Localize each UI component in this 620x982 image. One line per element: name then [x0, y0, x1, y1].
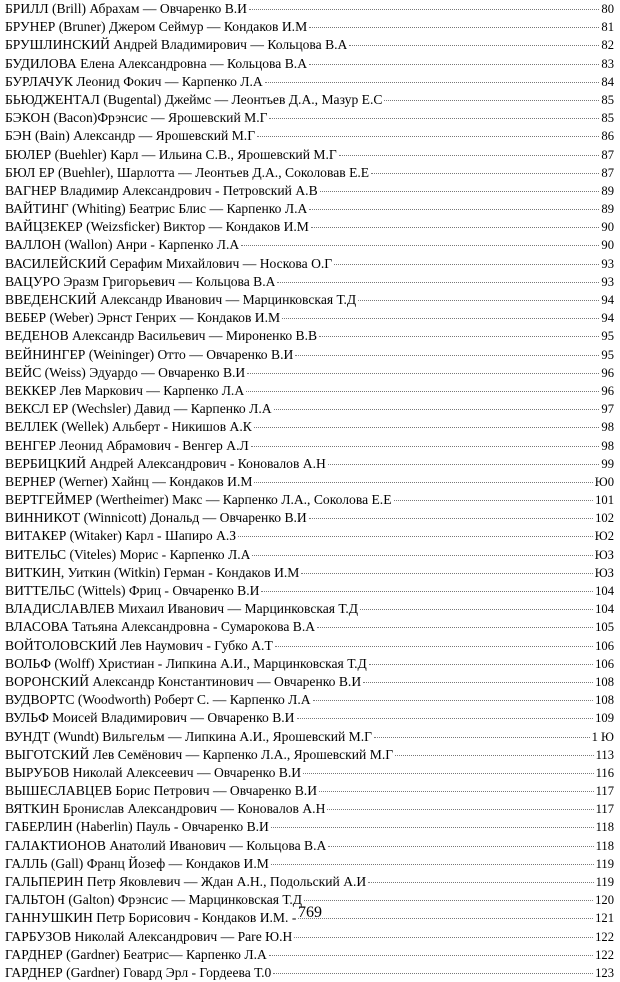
toc-entry [5, 455, 614, 473]
toc-entry [5, 200, 614, 218]
toc-entry [5, 437, 614, 455]
entry-page-number: 85 [601, 111, 614, 126]
dot-leader [269, 955, 593, 956]
entry-title: БРУНЕР (Bruner) Джером Сеймур — Кондаков И.М [5, 19, 308, 35]
dot-leader [252, 555, 592, 556]
entry-page-number: 85 [601, 92, 614, 107]
dot-leader [254, 427, 600, 428]
dot-leader [249, 9, 599, 10]
dot-leader [395, 755, 593, 756]
entry-page-number: 106 [595, 656, 614, 671]
entry-page-number: 102 [595, 511, 614, 526]
dot-leader [241, 245, 599, 246]
dot-leader [309, 209, 599, 210]
entry-page-number: 99 [601, 456, 614, 471]
entry-title: ВАЙТИНГ (Whiting) Беатрис Блис — Карпенко Л.А [5, 201, 308, 217]
entry-page-number: 1 Ю [591, 729, 614, 744]
entry-title: ВОРОНСКИЙ Александр Константинович — Овчаренко В.И [5, 673, 362, 689]
entry-title: БЮЛЕР (Buehler) Карл — Ильина С.В., Ярошевский М.Г [5, 146, 337, 162]
entry-title: ВИТЕЛЬС (Viteles) Морис - Карпенко Л.А [5, 546, 251, 562]
entry-title: БУДИЛОВА Елена Александровна — Кольцова В.А [5, 55, 308, 71]
entry-page-number: 89 [601, 202, 614, 217]
toc-entry [5, 309, 614, 327]
entry-page-number: Ю0 [594, 474, 614, 489]
dot-leader [251, 446, 600, 447]
entry-title: БЮЛ ЕР (Buehler), Шарлотта — Леонтьев Д.А., Соколовав Е.Е [5, 164, 370, 180]
toc-entry [5, 127, 614, 145]
dot-leader [317, 627, 593, 628]
toc-entry [5, 582, 614, 600]
toc-entry [5, 782, 614, 800]
toc-entry [5, 0, 614, 18]
dot-leader [368, 882, 593, 883]
entry-title: ВОЛЬФ (Wolff) Христиан - Липкина А.И., Марцинковская Т.Д [5, 655, 367, 671]
dot-leader [273, 973, 593, 974]
dot-leader [319, 336, 599, 337]
dot-leader [275, 646, 593, 647]
toc-entry [5, 91, 614, 109]
entry-page-number: 105 [595, 620, 614, 635]
entry-title: ВАЙЦЗЕКЕР (Weizsficker) Виктор — Кондаков И.М [5, 219, 309, 235]
toc-entry [5, 291, 614, 309]
entry-page-number: 122 [595, 929, 614, 944]
entry-title: БРИЛЛ (Brill) Абрахам — Овчаренко В.И [5, 1, 247, 16]
toc-entry [5, 728, 614, 746]
dot-leader [349, 45, 599, 46]
entry-title: ГАЛЛЬ (Gall) Франц Йозеф — Кондаков И.М [5, 855, 269, 871]
toc-entry [5, 946, 614, 964]
table-of-contents [5, 0, 614, 982]
entry-title: БРУШЛИНСКИЙ Андрей Владимирович — Кольцова В.А [5, 37, 348, 53]
entry-page-number: 89 [601, 183, 614, 198]
toc-entry [5, 418, 614, 436]
entry-page-number: 122 [595, 947, 614, 962]
entry-title: ВЛАСОВА Татьяна Александровна - Сумарокова В.А [5, 619, 316, 635]
entry-title: ВЫРУБОВ Николай Алексеевич — Овчаренко В.И [5, 764, 302, 780]
dot-leader [309, 27, 599, 28]
entry-page-number: 106 [595, 638, 614, 653]
dot-leader [257, 136, 599, 137]
toc-entry [5, 637, 614, 655]
entry-page-number: 97 [601, 402, 614, 417]
toc-entry [5, 509, 614, 527]
entry-page-number: 83 [601, 56, 614, 71]
entry-title: БЭН (Bain) Александр — Ярошевский М.Г [5, 128, 256, 144]
entry-page-number: 117 [595, 784, 614, 799]
dot-leader [277, 282, 599, 283]
toc-entry [5, 746, 614, 764]
entry-page-number: 101 [595, 493, 614, 508]
dot-leader [328, 846, 593, 847]
toc-entry [5, 346, 614, 364]
toc-entry [5, 873, 614, 891]
entry-title: ВЕНГЕР Леонид Абрамович - Венгер А.Л [5, 437, 249, 453]
entry-page-number: 80 [601, 2, 614, 16]
entry-page-number: 94 [601, 293, 614, 307]
dot-leader [371, 173, 599, 174]
entry-title: ВИННИКОТ (Winnicott) Дональд — Овчаренко В.И [5, 510, 307, 526]
toc-entry [5, 36, 614, 54]
entry-page-number: 113 [595, 747, 614, 762]
dot-leader [271, 864, 594, 865]
entry-title: ВЕККЕР Лев Маркович — Карпенко Л.А [5, 382, 245, 398]
toc-entry [5, 818, 614, 836]
entry-page-number: 98 [601, 420, 614, 435]
entry-page-number: 95 [601, 329, 614, 344]
entry-title: ВВЕДЕНСКИЙ Александр Иванович — Марцинковская Т.Д [5, 292, 357, 307]
entry-title: ВЕРТГЕЙМЕР (Wertheimer) Макс — Карпенко Л.А., Соколова Е.Е [5, 492, 392, 508]
entry-title: ВАЦУРО Эразм Григорьевич — Кольцова В.А [5, 273, 276, 289]
toc-entry [5, 218, 614, 236]
entry-title: ВАСИЛЕЙСКИЙ Серафим Михайлович — Носкова О.Г [5, 255, 333, 271]
entry-page-number: 96 [601, 383, 614, 398]
entry-page-number: ЮЗ [594, 565, 614, 580]
entry-page-number: 82 [601, 38, 614, 53]
entry-title: ГАРДНЕР (Gardner) Беатрис— Карпенко Л.А [5, 946, 267, 962]
entry-title: ВЛАДИСЛАВЛЕВ Михаил Иванович — Марцинковская Т.Д [5, 601, 359, 617]
dot-leader [328, 464, 600, 465]
toc-entry [5, 600, 614, 618]
toc-entry [5, 491, 614, 509]
dot-leader [246, 391, 599, 392]
dot-leader [309, 518, 593, 519]
toc-entry [5, 364, 614, 382]
dot-leader [334, 264, 599, 265]
entry-page-number: 81 [601, 20, 614, 35]
entry-title: ВЕЛЛЕК (Wellek) Альберт - Никишов А.К [5, 419, 252, 435]
entry-page-number: 95 [601, 347, 614, 362]
entry-title: ГАЛЬПЕРИН Петр Яковлевич — Ждан А.Н., Подольский А.И [5, 874, 367, 889]
dot-leader [311, 227, 600, 228]
entry-title: ВИТАКЕР (Witaker) Карл - Шапиро А.З [5, 528, 237, 544]
dot-leader [269, 118, 599, 119]
entry-page-number: 96 [601, 365, 614, 380]
entry-page-number: 116 [595, 765, 614, 780]
dot-leader [238, 536, 593, 537]
entry-title: ВУНДТ (Wundt) Вильгельм — Липкина А.И., Ярошевский М.Г [5, 728, 373, 744]
toc-entry [5, 18, 614, 36]
entry-title: ВАГНЕР Владимир Александрович - Петровский А.В [5, 182, 318, 198]
entry-title: ГАРДНЕР (Gardner) Говард Эрл - Гордеева Т.0 [5, 964, 272, 980]
dot-leader [274, 409, 600, 410]
dot-leader [271, 827, 594, 828]
toc-entry [5, 546, 614, 564]
dot-leader [339, 155, 600, 156]
dot-leader [309, 64, 599, 65]
dot-leader [295, 355, 599, 356]
entry-page-number: 93 [601, 256, 614, 271]
toc-entry [5, 964, 614, 982]
entry-page-number: 120 [595, 893, 614, 908]
entry-title: ВЫШЕСЛАВЦЕВ Борис Петрович — Овчаренко В.И [5, 783, 318, 799]
toc-entry [5, 400, 614, 418]
entry-page-number: 86 [601, 129, 614, 144]
dot-leader [247, 373, 599, 374]
dot-leader [369, 664, 593, 665]
entry-title: ГАЛЬТОН (Galton) Фрэнсис — Марцинковская Т.Д [5, 892, 303, 908]
toc-entry [5, 327, 614, 345]
entry-page-number: 94 [601, 311, 614, 326]
toc-entry [5, 527, 614, 545]
entry-title: ВЕРНЕР (Werner) Хайнц — Кондаков И.М [5, 473, 253, 489]
entry-title: ВЕЙС (Weiss) Эдуардо — Овчаренко В.И [5, 364, 246, 380]
dot-leader [319, 791, 594, 792]
dot-leader [358, 300, 599, 301]
toc-entry [5, 146, 614, 164]
entry-page-number: Ю2 [594, 529, 614, 544]
toc-entry [5, 273, 614, 291]
page-number: 769 [298, 904, 322, 921]
toc-entry [5, 673, 614, 691]
toc-entry [5, 709, 614, 727]
entry-title: ВЯТКИН Бронислав Александрович — Коновалов А.Н [5, 801, 326, 817]
dot-leader [384, 100, 599, 101]
dot-leader [327, 809, 593, 810]
entry-title: ВЕДЕНОВ Александр Васильевич — Мироненко В.В [5, 328, 318, 344]
toc-entry [5, 764, 614, 782]
dot-leader [360, 609, 593, 610]
toc-entry [5, 55, 614, 73]
toc-entry [5, 255, 614, 273]
entry-page-number: 108 [595, 693, 614, 708]
dot-leader [374, 737, 590, 738]
entry-page-number: 108 [595, 674, 614, 689]
toc-entry [5, 109, 614, 127]
toc-entry [5, 655, 614, 673]
entry-page-number: 93 [601, 274, 614, 289]
entry-page-number: 90 [601, 220, 614, 235]
toc-entry [5, 73, 614, 91]
entry-page-number: 118 [595, 820, 614, 835]
entry-title: ВАЛЛОН (Wallon) Анри - Карпенко Л.А [5, 237, 240, 253]
entry-title: БУРЛАЧУК Леонид Фокич — Карпенко Л.А [5, 73, 263, 89]
dot-leader [303, 773, 594, 774]
dot-leader [261, 591, 593, 592]
entry-title: ГАРБУЗОВ Николай Александрович — Pare Ю.Н [5, 928, 293, 944]
toc-entry [5, 164, 614, 182]
toc-entry [5, 236, 614, 254]
entry-page-number: 84 [601, 74, 614, 89]
dot-leader [320, 191, 600, 192]
entry-title: ГАЛАКТИОНОВ Анатолий Иванович — Кольцова В.А [5, 837, 327, 853]
entry-title: ВУЛЬФ Моисей Владимирович — Овчаренко В.И [5, 710, 295, 726]
toc-entry [5, 800, 614, 818]
dot-leader [297, 718, 594, 719]
entry-title: ВУДВОРТС (Woodworth) Роберт С. — Карпенко Л.А [5, 692, 311, 708]
entry-page-number: 119 [595, 875, 614, 889]
toc-entry [5, 837, 614, 855]
dot-leader [254, 482, 592, 483]
entry-title: ВЕКСЛ ЕР (Wechsler) Давид — Карпенко Л.А [5, 401, 272, 417]
entry-title: ВЕЙНИНГЕР (Weininger) Отто — Овчаренко В.И [5, 346, 294, 362]
entry-title: ВЫГОТСКИЙ Лев Семёнович — Карпенко Л.А., Ярошевский М.Г [5, 746, 394, 762]
entry-title: БЭКОН (Васоn)Фрэнсис — Ярошевский М.Г [5, 110, 268, 126]
toc-entry [5, 382, 614, 400]
entry-page-number: 87 [601, 165, 614, 180]
entry-page-number: 123 [595, 965, 614, 980]
toc-entry [5, 691, 614, 709]
entry-page-number: ЮЗ [594, 547, 614, 562]
entry-page-number: 121 [595, 911, 614, 926]
entry-title: ГАННУШКИН Петр Борисович - Кондаков И.М. - [5, 910, 297, 926]
toc-entry [5, 564, 614, 582]
entry-title: ВЕРБИЦКИЙ Андрей Александрович - Коновалов А.Н [5, 455, 326, 471]
entry-title: ВИТТЕЛЬС (Wittels) Фриц - Овчаренко В.И [5, 583, 260, 598]
dot-leader [394, 500, 594, 501]
entry-page-number: 90 [601, 238, 614, 253]
toc-entry [5, 182, 614, 200]
toc-entry [5, 855, 614, 873]
dot-leader [265, 82, 600, 83]
entry-page-number: 118 [595, 838, 614, 853]
entry-page-number: 119 [595, 856, 614, 871]
entry-title: ВОЙТОЛОВСКИЙ Лев Наумович - Губко А.Т [5, 637, 273, 653]
entry-title: ВИТКИН, Уиткин (Witkin) Герман - Кондаков И.М [5, 564, 300, 580]
entry-title: ВЕБЕР (Weber) Эрнст Генрих — Кондаков И.М [5, 310, 281, 326]
toc-entry [5, 618, 614, 636]
dot-leader [363, 682, 593, 683]
dot-leader [282, 318, 599, 319]
dot-leader [313, 700, 593, 701]
dot-leader [304, 900, 593, 901]
entry-page-number: 117 [595, 802, 614, 817]
entry-page-number: 98 [601, 438, 614, 453]
dot-leader [301, 573, 592, 574]
entry-title: ГАБЕРЛИН (Haberlin) Пауль - Овчаренко В.И [5, 819, 269, 835]
entry-page-number: 87 [601, 147, 614, 162]
entry-page-number: 104 [595, 602, 614, 617]
entry-page-number: 104 [595, 584, 614, 598]
entry-page-number: 109 [595, 711, 614, 726]
toc-entry [5, 473, 614, 491]
entry-title: БЬЮДЖЕНТАЛ (Bugental) Джеймс — Леонтьев Д.А., Мазур Е.С [5, 91, 383, 107]
